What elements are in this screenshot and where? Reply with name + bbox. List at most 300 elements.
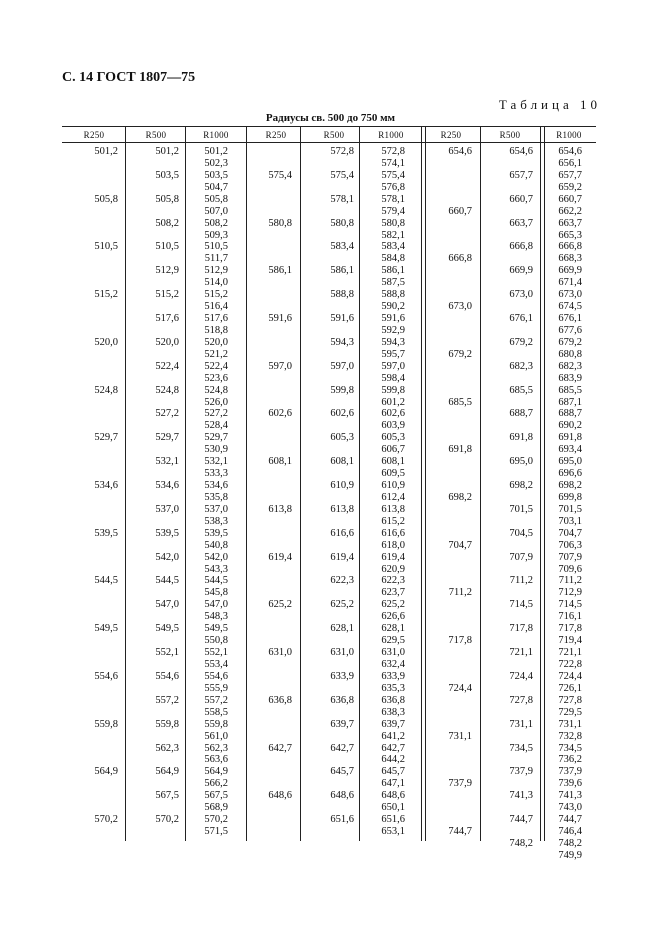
r1000-value: 507,0 [204,205,228,217]
r1000-value: 505,8 [204,193,228,205]
r500-value: 737,9 [509,766,533,778]
r250-value: 704,7 [448,539,472,551]
r500-value: 717,8 [509,623,533,635]
r1000-value: 639,7 [381,718,405,730]
r250-value: 731,1 [448,730,472,742]
r1000-value: 707,9 [558,551,582,563]
r1000-value: 647,1 [381,778,405,790]
r1000-value: 629,5 [381,635,405,647]
r1000-value: 530,9 [204,444,228,456]
r250-value: 642,7 [268,742,292,754]
r1000-value: 584,8 [381,253,405,265]
r1000-value: 704,7 [558,527,582,539]
r1000-value: 555,9 [204,682,228,694]
r250-value: 666,8 [448,253,472,265]
r1000-value: 603,9 [381,420,405,432]
r500-value: 651,6 [330,814,354,826]
r500-value: 616,6 [330,527,354,539]
r1000-value: 534,6 [204,480,228,492]
r1000-value: 651,6 [381,814,405,826]
r500-value: 532,1 [155,456,179,468]
r500-value: 619,4 [330,551,354,563]
r1000-value: 711,2 [558,575,582,587]
r1000-value: 574,1 [381,157,405,169]
r1000-value: 673,0 [558,289,582,301]
r1000-value: 508,2 [204,217,228,229]
r1000-value: 632,4 [381,658,405,670]
r1000-value: 746,4 [558,826,582,837]
r1000-value: 732,8 [558,730,582,742]
table-label: Таблица 10 [498,97,601,112]
r250-value: 717,8 [448,635,472,647]
r250-value: 619,4 [268,551,292,563]
r1000-value: 623,7 [381,587,405,599]
r500-value: 695,0 [509,456,533,468]
r1000-value: 636,8 [381,694,405,706]
r250-value: 602,6 [268,408,292,420]
r1000-value: 608,1 [381,456,405,468]
r500-value: 567,5 [155,790,179,802]
r500-value: 688,7 [509,408,533,420]
r1000-value: 520,0 [204,336,228,348]
r500-value: 721,1 [509,647,533,659]
r1000-value: 698,2 [558,480,582,492]
r1000-value: 557,2 [204,694,228,706]
r1000-value: 535,8 [204,491,228,503]
r500-value: 549,5 [155,623,179,635]
r1000-value: 654,6 [558,146,582,157]
r1000-value: 671,4 [558,277,582,289]
r250-value: 711,2 [448,587,472,599]
r500-value: 501,2 [155,146,179,157]
r250-value: 691,8 [448,444,472,456]
r500-value: 591,6 [330,313,354,325]
r500-value: 673,0 [509,289,533,301]
r1000-value: 576,8 [381,181,405,193]
column-rule [480,126,481,841]
r1000-value: 598,4 [381,372,405,384]
r250-value: 737,9 [448,778,472,790]
r1000-value: 522,4 [204,360,228,372]
r250-value: 501,2 [94,146,118,157]
r500-value: 639,7 [330,718,354,730]
r1000-value: 638,3 [381,706,405,718]
column-rule [540,126,541,841]
r1000-value: 533,3 [204,468,228,480]
r500-value: 727,8 [509,694,533,706]
r1000-value: 544,5 [204,575,228,587]
r1000-value: 579,4 [381,205,405,217]
r1000-value: 663,7 [558,217,582,229]
r500-value: 605,3 [330,432,354,444]
r500-value: 544,5 [155,575,179,587]
r1000-value: 693,4 [558,444,582,456]
r1000-value: 563,6 [204,754,228,766]
column-rule [359,126,360,841]
r250-value: 586,1 [268,265,292,277]
header-r250: R250 [265,130,287,140]
r500-value: 724,4 [509,670,533,682]
r500-value: 580,8 [330,217,354,229]
r250-value: 744,7 [448,826,472,837]
r250-value: 564,9 [94,766,118,778]
r1000-value: 540,8 [204,539,228,551]
r1000-value: 666,8 [558,241,582,253]
r500-value: 711,2 [509,575,533,587]
r1000-value: 687,1 [558,396,582,408]
r1000-value: 587,5 [381,277,405,289]
r1000-value: 625,2 [381,599,405,611]
r500-value: 613,8 [330,503,354,515]
r1000-value: 726,1 [558,682,582,694]
r1000-value: 628,1 [381,623,405,635]
table-title: Радиусы св. 500 до 750 мм [265,112,396,124]
r1000-value: 510,5 [204,241,228,253]
r500-value: 628,1 [330,623,354,635]
r1000-value: 609,5 [381,468,405,480]
column-rule [421,126,422,841]
r1000-value: 612,4 [381,491,405,503]
column-rule [246,126,247,841]
r500-value: 679,2 [509,336,533,348]
r1000-value: 674,5 [558,301,582,313]
r1000-value: 743,0 [558,802,582,814]
r500-value: 602,6 [330,408,354,420]
r1000-value: 633,9 [381,670,405,682]
r1000-value: 682,3 [558,360,582,372]
r1000-value: 564,9 [204,766,228,778]
r1000-value: 729,5 [558,706,582,718]
r1000-value: 748,2 [558,837,582,849]
r250-value: 575,4 [268,169,292,181]
r1000-value: 714,5 [558,599,582,611]
r250-value: 539,5 [94,527,118,539]
r1000-value: 545,8 [204,587,228,599]
r1000-value: 526,0 [204,396,228,408]
r1000-value: 539,5 [204,527,228,539]
r1000-value: 552,1 [204,647,228,659]
r1000-value: 722,8 [558,658,582,670]
r1000-value: 620,9 [381,563,405,575]
r1000-value: 559,8 [204,718,228,730]
r1000-value: 665,3 [558,229,582,241]
r1000-value: 679,2 [558,336,582,348]
r1000-value: 580,8 [381,217,405,229]
r1000-value: 721,1 [558,647,582,659]
r1000-value: 660,7 [558,193,582,205]
r1000-value: 548,3 [204,611,228,623]
r500-value: 599,8 [330,384,354,396]
r1000-value: 571,5 [204,826,228,837]
r1000-value: 613,8 [381,503,405,515]
r1000-value: 502,3 [204,157,228,169]
r250-value: 591,6 [268,313,292,325]
r250-value: 524,8 [94,384,118,396]
r500-value: 734,5 [509,742,533,754]
r250-value: 515,2 [94,289,118,301]
r1000-value: 690,2 [558,420,582,432]
r1000-value: 511,7 [204,253,228,265]
r1000-value: 701,5 [558,503,582,515]
r500-value: 586,1 [330,265,354,277]
r500-value: 698,2 [509,480,533,492]
r250-value: 660,7 [448,205,472,217]
header-r1000: R1000 [556,130,582,140]
header-r1000: R1000 [203,130,229,140]
r250-value: 625,2 [268,599,292,611]
r500-value: 622,3 [330,575,354,587]
r1000-value: 578,1 [381,193,405,205]
r1000-value: 532,1 [204,456,228,468]
r1000-value: 719,4 [558,635,582,647]
r1000-value: 527,2 [204,408,228,420]
r1000-value: 644,2 [381,754,405,766]
r250-value: 648,6 [268,790,292,802]
r1000-value: 504,7 [204,181,228,193]
r500-value: 559,8 [155,718,179,730]
r1000-value: 605,3 [381,432,405,444]
r1000-value: 626,6 [381,611,405,623]
r500-value: 520,0 [155,336,179,348]
r500-value: 503,5 [155,169,179,181]
r1000-value: 712,9 [558,587,582,599]
r250-value: 544,5 [94,575,118,587]
r1000-value: 706,3 [558,539,582,551]
r1000-value: 656,1 [558,157,582,169]
r1000-value: 618,0 [381,539,405,551]
r1000-value: 517,6 [204,313,228,325]
r1000-value: 562,3 [204,742,228,754]
r1000-value: 641,2 [381,730,405,742]
r1000-value: 554,6 [204,670,228,682]
r1000-value: 575,4 [381,169,405,181]
r500-value: 741,3 [509,790,533,802]
r500-value: 517,6 [155,313,179,325]
r1000-value: 537,0 [204,503,228,515]
r500-value: 539,5 [155,527,179,539]
r500-value: 570,2 [155,814,179,826]
r1000-value: 588,8 [381,289,405,301]
r1000-value: 606,7 [381,444,405,456]
r1000-value: 501,2 [204,146,228,157]
r1000-value: 572,8 [381,146,405,157]
r500-value: 505,8 [155,193,179,205]
r1000-value: 631,0 [381,647,405,659]
r250-value: 549,5 [94,623,118,635]
r250-value: 529,7 [94,432,118,444]
r500-value: 552,1 [155,647,179,659]
r250-value: 654,6 [448,146,472,157]
r1000-value: 724,4 [558,670,582,682]
r500-value: 575,4 [330,169,354,181]
r1000-value: 635,3 [381,682,405,694]
table-top-rule [62,126,596,127]
r500-value: 512,9 [155,265,179,277]
header-r1000: R1000 [378,130,404,140]
r1000-value: 599,8 [381,384,405,396]
r1000-value: 586,1 [381,265,405,277]
r250-value: 570,2 [94,814,118,826]
r500-value: 666,8 [509,241,533,253]
r1000-value: 601,2 [381,396,405,408]
header-bottom-rule [62,142,596,143]
r500-value: 610,9 [330,480,354,492]
r1000-value: 567,5 [204,790,228,802]
r500-value: 676,1 [509,313,533,325]
r1000-value: 653,1 [381,826,405,837]
r1000-value: 602,6 [381,408,405,420]
r1000-value: 568,9 [204,802,228,814]
r250-value: 534,6 [94,480,118,492]
r1000-value: 749,9 [558,849,582,861]
r1000-value: 703,1 [558,515,582,527]
column-rule [125,126,126,841]
r500-value: 554,6 [155,670,179,682]
r1000-value: 553,4 [204,658,228,670]
column-rule [544,126,545,841]
r250-value: 698,2 [448,491,472,503]
column-rule [300,126,301,841]
r1000-value: 717,8 [558,623,582,635]
r1000-value: 590,2 [381,301,405,313]
r1000-value: 583,4 [381,241,405,253]
r1000-value: 591,6 [381,313,405,325]
r500-value: 631,0 [330,647,354,659]
r500-value: 588,8 [330,289,354,301]
r1000-value: 561,0 [204,730,228,742]
column-rule [425,126,426,841]
r500-value: 562,3 [155,742,179,754]
r1000-value: 731,1 [558,718,582,730]
r1000-value: 529,7 [204,432,228,444]
r500-value: 691,8 [509,432,533,444]
r1000-value: 669,9 [558,265,582,277]
r1000-value: 523,6 [204,372,228,384]
r1000-value: 547,0 [204,599,228,611]
header-r250: R250 [440,130,462,140]
r1000-value: 683,9 [558,372,582,384]
r1000-value: 691,8 [558,432,582,444]
r1000-value: 737,9 [558,766,582,778]
r1000-value: 619,4 [381,551,405,563]
r500-value: 654,6 [509,146,533,157]
header-r500: R500 [323,130,345,140]
r500-value: 714,5 [509,599,533,611]
r1000-value: 739,6 [558,778,582,790]
r500-value: 534,6 [155,480,179,492]
r1000-value: 696,6 [558,468,582,480]
r1000-value: 594,3 [381,336,405,348]
r500-value: 510,5 [155,241,179,253]
r250-value: 613,8 [268,503,292,515]
r500-value: 648,6 [330,790,354,802]
r500-value: 557,2 [155,694,179,706]
r500-value: 682,3 [509,360,533,372]
r250-value: 597,0 [268,360,292,372]
r1000-value: 680,8 [558,348,582,360]
r250-value: 505,8 [94,193,118,205]
r1000-value: 615,2 [381,515,405,527]
r250-value: 559,8 [94,718,118,730]
r500-value: 594,3 [330,336,354,348]
r1000-value: 727,8 [558,694,582,706]
r1000-value: 744,7 [558,814,582,826]
r1000-value: 622,3 [381,575,405,587]
r500-value: 529,7 [155,432,179,444]
r250-value: 554,6 [94,670,118,682]
r500-value: 657,7 [509,169,533,181]
r500-value: 583,4 [330,241,354,253]
r1000-value: 642,7 [381,742,405,754]
r1000-value: 570,2 [204,814,228,826]
r250-value: 580,8 [268,217,292,229]
r1000-value: 566,2 [204,778,228,790]
r1000-value: 515,2 [204,289,228,301]
r500-value: 537,0 [155,503,179,515]
r1000-value: 709,6 [558,563,582,575]
r250-value: 631,0 [268,647,292,659]
r500-value: 663,7 [509,217,533,229]
r500-value: 608,1 [330,456,354,468]
r500-value: 748,2 [509,837,533,849]
header-r250: R250 [83,130,105,140]
r250-value: 520,0 [94,336,118,348]
r1000-value: 521,2 [204,348,228,360]
r1000-value: 657,7 [558,169,582,181]
r250-value: 608,1 [268,456,292,468]
r250-value: 679,2 [448,348,472,360]
r500-value: 636,8 [330,694,354,706]
r1000-value: 595,7 [381,348,405,360]
r1000-value: 597,0 [381,360,405,372]
r1000-value: 685,5 [558,384,582,396]
r500-value: 660,7 [509,193,533,205]
r500-value: 642,7 [330,742,354,754]
r500-value: 669,9 [509,265,533,277]
r1000-value: 716,1 [558,611,582,623]
r1000-value: 509,3 [204,229,228,241]
r250-value: 685,5 [448,396,472,408]
r1000-value: 516,4 [204,301,228,313]
header-r500: R500 [499,130,521,140]
r1000-value: 512,9 [204,265,228,277]
r500-value: 625,2 [330,599,354,611]
r500-value: 508,2 [155,217,179,229]
r1000-value: 662,2 [558,205,582,217]
r500-value: 597,0 [330,360,354,372]
r1000-value: 592,9 [381,324,405,336]
r500-value: 547,0 [155,599,179,611]
r1000-value: 695,0 [558,456,582,468]
r1000-value: 528,4 [204,420,228,432]
r1000-value: 741,3 [558,790,582,802]
r1000-value: 648,6 [381,790,405,802]
r1000-value: 616,6 [381,527,405,539]
r500-value: 685,5 [509,384,533,396]
header-r500: R500 [145,130,167,140]
r1000-value: 676,1 [558,313,582,325]
r500-value: 633,9 [330,670,354,682]
r1000-value: 736,2 [558,754,582,766]
r1000-value: 677,6 [558,324,582,336]
r250-value: 724,4 [448,682,472,694]
r1000-value: 688,7 [558,408,582,420]
r1000-value: 734,5 [558,742,582,754]
r500-value: 578,1 [330,193,354,205]
r1000-value: 650,1 [381,802,405,814]
r1000-value: 514,0 [204,277,228,289]
r1000-value: 659,2 [558,181,582,193]
